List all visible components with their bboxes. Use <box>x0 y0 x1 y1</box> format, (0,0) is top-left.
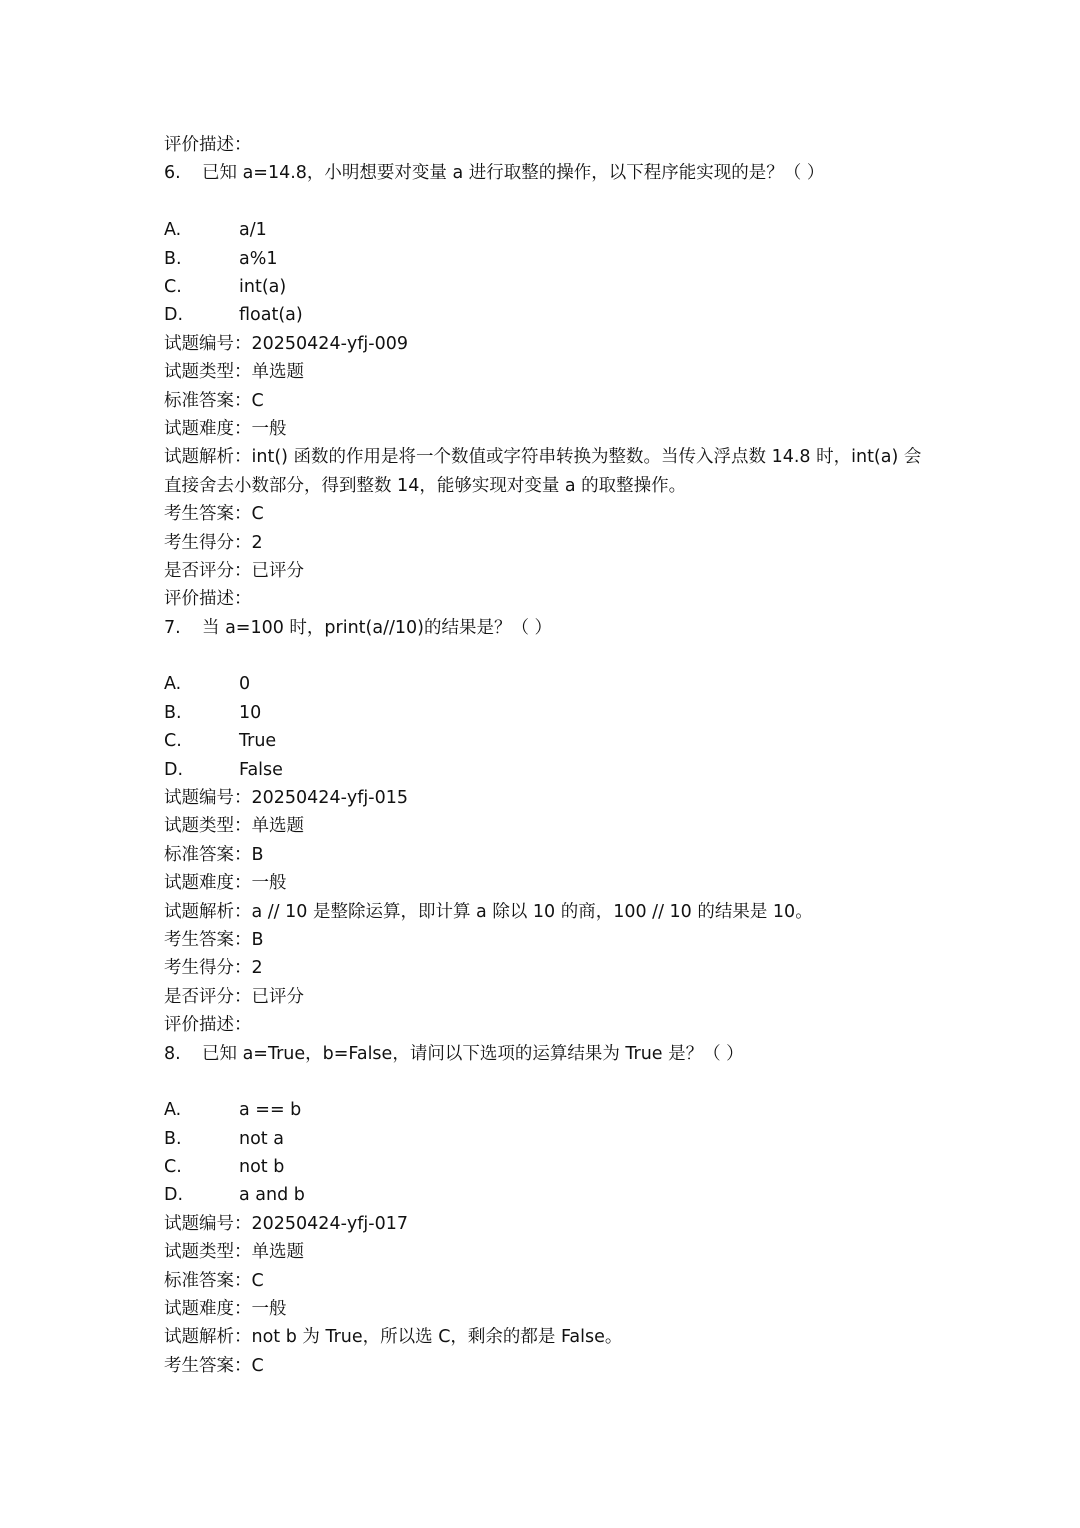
standard-answer: 标准答案：C <box>164 1270 264 1291</box>
question-block-7 <box>164 614 934 1040</box>
question-stem <box>164 1040 934 1068</box>
question-block-6 <box>164 159 934 613</box>
difficulty: 试题难度：一般 <box>164 873 287 894</box>
option-d <box>164 301 934 329</box>
option-d <box>164 1181 934 1209</box>
option-c <box>164 727 934 755</box>
question-id: 试题编号：20250424-yfj-015 <box>164 788 408 809</box>
option-text: a and b <box>239 1185 305 1206</box>
question-text: 已知 a=True，b=False，请问以下选项的运算结果为 True 是？（ ） <box>202 1043 744 1064</box>
option-letter: C. <box>164 731 182 752</box>
question-stem <box>164 614 934 642</box>
question-id: 试题编号：20250424-yfj-009 <box>164 333 408 354</box>
option-letter: A. <box>164 674 182 695</box>
standard-answer: 标准答案：B <box>164 844 264 865</box>
option-a <box>164 1096 934 1124</box>
comment-line: 评价描述： <box>164 135 252 155</box>
option-letter: D. <box>164 759 184 780</box>
option-letter: C. <box>164 276 182 297</box>
option-text: a == b <box>239 1100 302 1121</box>
option-b <box>164 245 934 273</box>
document-page <box>164 131 934 1380</box>
comment-line: 评价描述： <box>164 1015 252 1036</box>
option-letter: D. <box>164 1185 184 1206</box>
question-text: 当 a=100 时，print(a//10)的结果是？（ ） <box>202 617 553 638</box>
spacer <box>164 1068 934 1096</box>
standard-answer: 标准答案：C <box>164 390 264 411</box>
difficulty: 试题难度：一般 <box>164 1299 287 1320</box>
student-answer: 考生答案：C <box>164 1355 264 1376</box>
question-type: 试题类型：单选题 <box>164 816 304 837</box>
student-score: 考生得分：2 <box>164 958 263 979</box>
option-text: float(a) <box>239 305 303 326</box>
option-text: False <box>239 759 283 780</box>
option-letter: B. <box>164 248 182 269</box>
option-text: True <box>239 731 277 752</box>
option-text: 10 <box>239 702 262 723</box>
spacer <box>164 188 934 216</box>
option-letter: B. <box>164 1128 182 1149</box>
question-type: 试题类型：单选题 <box>164 362 304 383</box>
option-letter: B. <box>164 702 182 723</box>
question-text: 已知 a=14.8，小明想要对变量 a 进行取整的操作，以下程序能实现的是？（ ） <box>202 163 825 184</box>
option-c <box>164 273 934 301</box>
option-a <box>164 216 934 244</box>
question-number: 8. <box>164 1043 181 1064</box>
analysis: 试题解析：not b 为 True，所以选 C，剩余的都是 False。 <box>164 1327 623 1348</box>
question-stem <box>164 159 934 187</box>
option-b <box>164 699 934 727</box>
option-letter: A. <box>164 1100 182 1121</box>
option-text: a/1 <box>239 220 267 241</box>
analysis: 试题解析：a // 10 是整除运算，即计算 a 除以 10 的商，100 // 10 的结果是 10。 <box>164 901 813 922</box>
option-text: a%1 <box>239 248 278 269</box>
option-text: int(a) <box>239 276 287 297</box>
question-number: 7. <box>164 617 181 638</box>
option-d <box>164 756 934 784</box>
student-score: 考生得分：2 <box>164 532 263 553</box>
graded-status: 是否评分：已评分 <box>164 986 304 1007</box>
question-block-8 <box>164 1040 934 1381</box>
option-b <box>164 1125 934 1153</box>
question-id: 试题编号：20250424-yfj-017 <box>164 1213 408 1234</box>
option-text: not b <box>239 1157 285 1178</box>
student-answer: 考生答案：C <box>164 504 264 525</box>
option-c <box>164 1153 934 1181</box>
student-answer: 考生答案：B <box>164 929 264 950</box>
question-number: 6. <box>164 163 181 184</box>
spacer <box>164 642 934 670</box>
option-letter: D. <box>164 305 184 326</box>
option-a <box>164 670 934 698</box>
analysis: 试题解析：int() 函数的作用是将一个数值或字符串转换为整数。当传入浮点数 14.8 时，int(a) 会直接舍去小数部分，得到整数 14，能够实现对变量 a 的取整操作。 <box>164 447 922 496</box>
difficulty: 试题难度：一般 <box>164 418 287 439</box>
question-type: 试题类型：单选题 <box>164 1242 304 1263</box>
graded-status: 是否评分：已评分 <box>164 560 304 581</box>
option-text: 0 <box>239 674 251 695</box>
option-letter: C. <box>164 1157 182 1178</box>
comment-line: 评价描述： <box>164 589 252 610</box>
option-text: not a <box>239 1128 284 1149</box>
option-letter: A. <box>164 220 182 241</box>
